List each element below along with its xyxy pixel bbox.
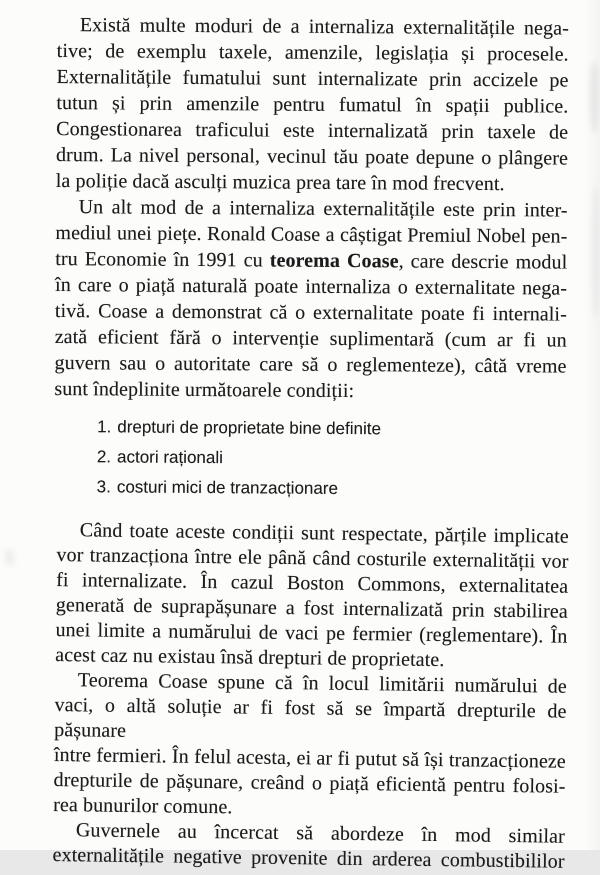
scan-streak: [590, 62, 599, 132]
item-number: 3.: [96, 477, 111, 497]
text-line: tutun și prin amenzile pentru fumatul în spații publice.: [56, 91, 569, 118]
paragraph: [52, 818, 565, 875]
text-line: Teorema Coase spune că în locul limitării numărului de: [77, 669, 567, 698]
paragraph: [56, 12, 569, 198]
item-number: 2.: [96, 447, 112, 467]
conditions-list: [97, 412, 567, 505]
text-line: vor tranzacționa între ele până când costurile externalității vor: [56, 543, 569, 573]
text-line: Un alt mod de a internaliza externalitățile este prin inter-: [78, 196, 568, 222]
text-line: Guvernele au încercat să abordeze în mod similar: [75, 819, 566, 848]
text-line: rea bunurilor comune.: [53, 793, 233, 819]
text-line: zată eficient fără o intervenție suplimentară (cum ar fi un: [54, 325, 567, 352]
text-line: între fermieri. În felul acesta, ei ar fi putut să își tranzacționeze: [53, 743, 566, 773]
text-line: fi internalizate. În cazul Boston Commons, externalitatea: [56, 568, 569, 598]
paragraph: [53, 668, 567, 825]
list-item: [97, 442, 566, 475]
text-line: Când toate aceste condiții sunt respectate, părțile implicate: [79, 519, 569, 548]
text-line: Externalitățile fumatului sunt internalizate prin accizele pe: [56, 65, 569, 92]
list-item: [97, 472, 566, 505]
item-text: costuri mici de tranzacționare: [116, 477, 339, 498]
text-group-lower: [52, 518, 569, 875]
text-line: Congestionarea traficului este internalizată prin taxele de: [56, 117, 569, 144]
text-line: sunt îndeplinite următoarele condiții:: [54, 377, 355, 403]
text-line: generată de suprapășunare a fost internalizată prin stabilirea: [55, 593, 568, 623]
text-line: Există multe moduri de a internaliza externalitățile nega-: [79, 14, 569, 40]
text-line: mediul unei piețe. Ronald Coase a câștigat Premiul Nobel pen-: [55, 221, 568, 248]
text-line: acest caz nu existau însă drepturi de proprietate.: [55, 643, 445, 672]
text-group-upper: [54, 12, 569, 506]
text-line: tive; de exemplu taxele, amenzile, legislația și procesele.: [56, 39, 569, 66]
scan-streak: [592, 186, 600, 318]
item-text: drepturi de proprietate bine definite: [117, 417, 382, 439]
text-line: în care o piață naturală poate internaliza o externalitate nega-: [55, 273, 568, 300]
text-line: guvern sau o autoritate care să o reglementeze), câtă vreme: [54, 351, 567, 378]
text-line: externalitățile negative provenite din arderea combustibililor: [52, 843, 565, 873]
list-item: [97, 412, 566, 445]
scan-smudge: [5, 550, 14, 565]
paragraph: [55, 518, 569, 675]
item-number: 1.: [97, 417, 112, 437]
item-text: actori raționali: [117, 447, 223, 468]
page-edge-shadow: [584, 0, 600, 850]
text-line: la poliție dacă asculți muzica prea tare în mod frecvent.: [55, 169, 505, 196]
text-column: [52, 12, 569, 873]
text-line: vaci, o altă soluție ar fi fost să se împartă drepturile de pășunare: [54, 693, 567, 742]
text-line: drum. La nivel personal, vecinul tău poate depune o plângere: [55, 143, 569, 170]
paragraph: [54, 194, 567, 406]
text-line: drepturile de pășunare, creând o piață eficientă pentru folosi-: [53, 768, 566, 798]
text-line: tivă. Coase a demonstrat că o externalitate poate fi internali-: [54, 299, 567, 326]
text-line: tru Economie în 1991 cu teorema Coase, care descrie modul: [55, 247, 568, 274]
text-line: unei limite a numărului de vaci pe fermier (reglementare). În: [55, 618, 568, 648]
